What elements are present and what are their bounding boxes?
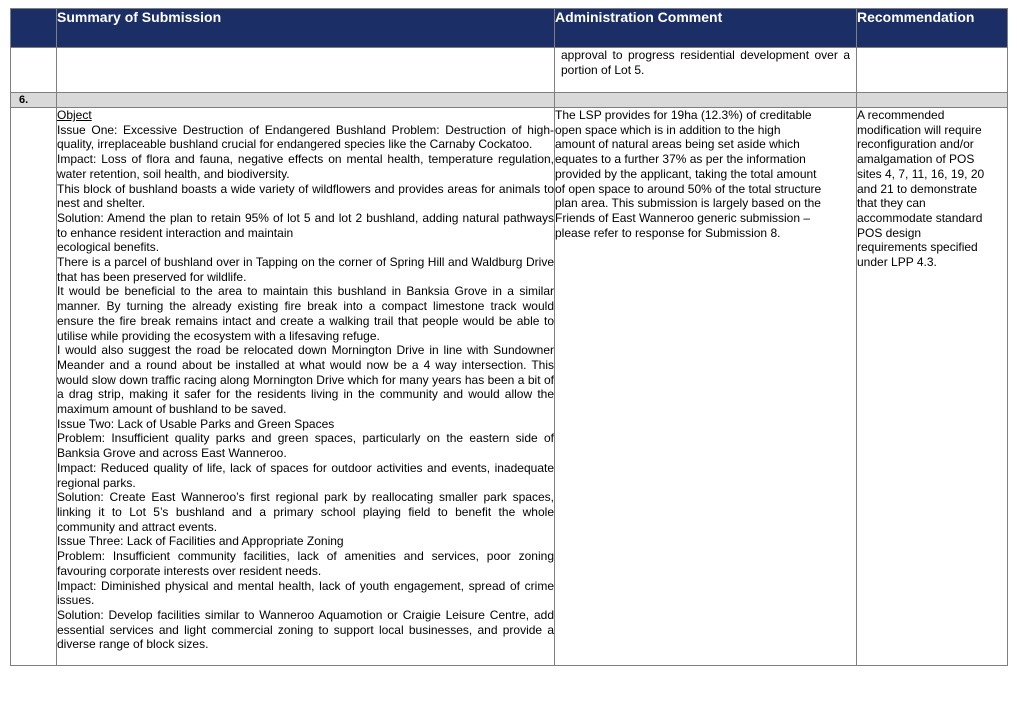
recommendation-line: amalgamation of POS	[857, 152, 975, 167]
summary-paragraph: Solution: Amend the plan to retain 95% of lot 5 and lot 2 bushland, adding natural pathways to enhance resident interaction and maintain	[57, 210, 554, 240]
number-row-blank	[57, 93, 555, 108]
summary-paragraph: ecological benefits.	[57, 240, 160, 255]
recommendation-line: modification will require	[857, 122, 982, 137]
submissions-table	[10, 8, 1008, 666]
summary-paragraph: It would be beneficial to the area to maintain this bushland in Banksia Grove in a similar manner. By turning the already existing fire break into a compact limestone track would ensure the fire break remains intact and create a walking trail that people would be able to utilise while providing the ecosystem with a lifesaving refuge.	[57, 284, 554, 343]
summary-paragraph: This block of bushland boasts a wide variety of wildflowers and provides areas for animals to nest and shelter.	[57, 181, 554, 211]
header-summary: Summary of Submission	[57, 9, 555, 48]
summary-paragraph: Impact: Loss of flora and fauna, negative effects on mental health, temperature regulation, water retention, soil health, and biodiversity.	[57, 152, 554, 181]
summary-object-label: Object	[57, 108, 92, 122]
admin-comment-line: provided by the applicant, taking the total amount	[555, 166, 817, 181]
summary-paragraph: Solution: Develop facilities similar to Wanneroo Aquamotion or Craigie Leisure Centre, add essential services and light commercial zoning to support local businesses, and provide a diverse range of block sizes.	[57, 607, 554, 652]
summary-paragraph: There is a parcel of bushland over in Tapping on the corner of Spring Hill and Waldburg Drive that has been preserved for wildlife.	[57, 255, 554, 284]
continued-number-cell	[11, 48, 57, 93]
table-row-continued	[11, 48, 1008, 93]
admin-comment-line: open space which is in addition to the high	[555, 122, 781, 137]
summary-paragraph: I would also suggest the road be relocated down Mornington Drive in line with Sundowner Meander and a round about be installed at what would now be a 4 way intersection. This would slow down traffic racing along Mornington Drive which for many years has been a bit of a drag strip, making it safer for the residents living in the community and would allow the maximum amount of bushland to be saved.	[57, 343, 554, 417]
submission-number-row	[11, 93, 1008, 108]
admin-comment-line: please refer to response for Submission 8.	[555, 225, 781, 240]
admin-comment-line: plan area. This submission is largely based on the	[555, 196, 821, 211]
summary-paragraph: Problem: Insufficient quality parks and green spaces, particularly on the eastern side of Banksia Grove and across East Wanneroo.	[57, 431, 554, 461]
summary-paragraph: Issue One: Excessive Destruction of Endangered Bushland Problem: Destruction of high-quality, irreplaceable bushland crucial for endangered species like the Carnaby Cockatoo.	[57, 122, 554, 152]
recommendation-line: and 21 to demonstrate	[857, 181, 978, 196]
summary-of-submission	[57, 108, 555, 666]
admin-comment-line: of open space to around 50% of the total structure	[555, 181, 822, 196]
submission-number: 6.	[11, 93, 57, 108]
recommendation-line: requirements specified	[857, 240, 978, 255]
admin-comment-line: amount of natural areas being set aside which	[555, 137, 800, 152]
table-header-row	[11, 9, 1008, 48]
summary-paragraph: Impact: Reduced quality of life, lack of spaces for outdoor activities and events, inadequate regional parks.	[57, 460, 554, 490]
summary-paragraph: Impact: Diminished physical and mental health, lack of youth engagement, spread of crime issues.	[57, 578, 554, 608]
admin-comment-line: Friends of East Wanneroo generic submission –	[555, 210, 811, 225]
number-row-blank	[857, 93, 1008, 108]
recommendation-line: sites 4, 7, 11, 16, 19, 20	[857, 166, 985, 181]
summary-paragraph: Issue Three: Lack of Facilities and Appropriate Zoning	[57, 534, 344, 549]
recommendation-line: accommodate standard	[857, 210, 983, 225]
header-admin-comment: Administration Comment	[555, 9, 857, 48]
row-number-cell	[11, 108, 57, 666]
recommendation	[857, 108, 1008, 666]
summary-paragraph: Solution: Create East Wanneroo’s first regional park by reallocating smaller park spaces, linking it to Lot 5’s bushland and a primary school playing field to benefit the whole community and attract events.	[57, 490, 554, 534]
continued-admin-comment: approval to progress residential development over a portion of Lot 5.	[555, 48, 857, 93]
summary-paragraph: Problem: Insufficient community facilities, lack of amenities and services, poor zoning favouring corporate interests over resident needs.	[57, 549, 554, 578]
continued-summary-cell	[57, 48, 555, 93]
summary-paragraph: Issue Two: Lack of Usable Parks and Green Spaces	[57, 416, 335, 431]
admin-comment-line: equates to a further 37% as per the information	[555, 152, 806, 167]
number-row-blank	[555, 93, 857, 108]
recommendation-line: POS design	[857, 225, 922, 240]
recommendation-line: reconfiguration and/or	[857, 137, 974, 152]
header-number	[11, 9, 57, 48]
table-row	[11, 108, 1008, 666]
continued-recommendation-cell	[857, 48, 1008, 93]
recommendation-line: under LPP 4.3.	[857, 255, 937, 270]
header-recommendation: Recommendation	[857, 9, 1008, 48]
recommendation-line: that they can	[857, 196, 926, 211]
recommendation-line: A recommended	[857, 108, 945, 122]
admin-comment-line: The LSP provides for 19ha (12.3%) of creditable	[555, 108, 812, 122]
administration-comment	[555, 108, 857, 666]
